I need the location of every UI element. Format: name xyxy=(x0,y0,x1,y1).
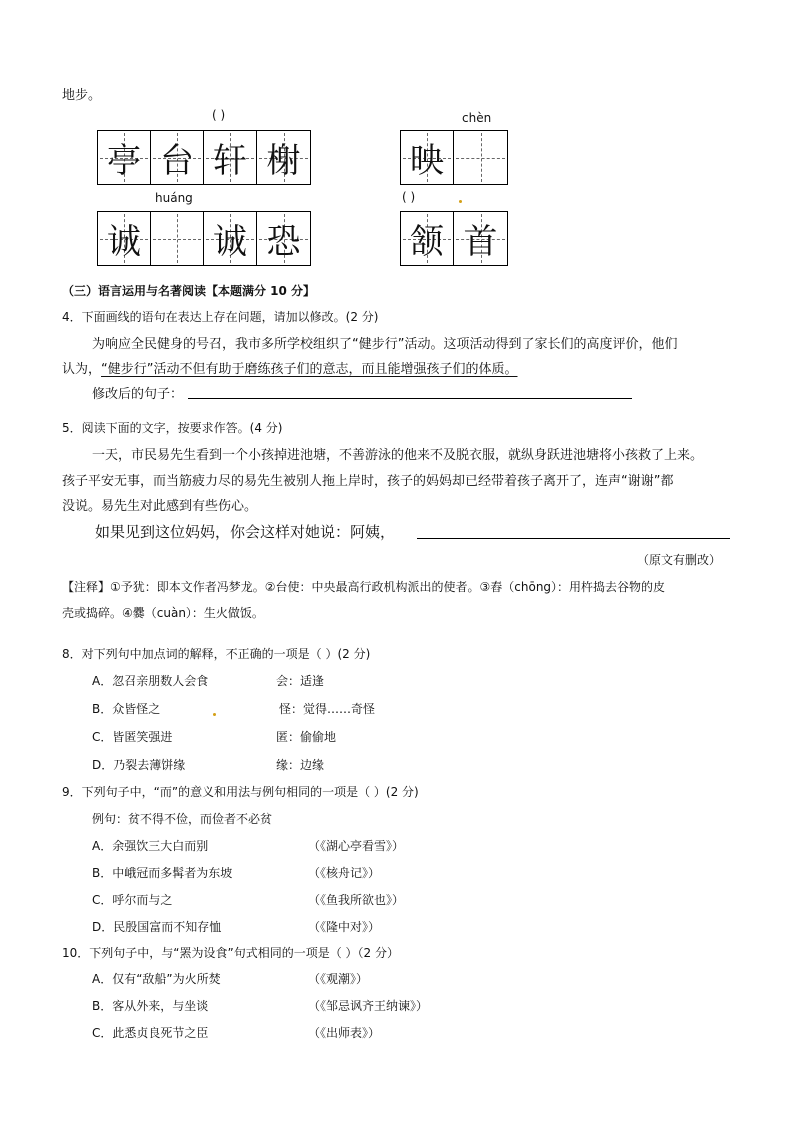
grid-cell: 首 xyxy=(454,212,507,265)
grid-cell xyxy=(454,131,507,184)
q4-line2: 认为，“健步行”活动不但有助于磨练孩子们的意志，而且能增强孩子们的体质。 xyxy=(62,362,518,377)
q8-gloss-d: 缘：边缘 xyxy=(276,758,325,772)
q10-option-a[interactable]: A．仅有“敌船”为火所焚 xyxy=(92,972,221,986)
q10-stem: 10．下列句子中，与“罴为设食”句式相同的一项是（ ）（2 分） xyxy=(62,946,399,960)
q5-prompt: 如果见到这位妈妈，你会这样对她说：阿姨， xyxy=(95,523,396,541)
q8-gloss-b: 怪：觉得……奇怪 xyxy=(279,702,376,716)
q8-gloss-c: 匿：偷偷地 xyxy=(276,730,337,744)
q8-gloss-a: 会：适逢 xyxy=(276,674,325,688)
grid-cell xyxy=(151,212,204,265)
q8-option-b[interactable]: B．众皆怪之 xyxy=(92,702,161,716)
q5-answer-line[interactable] xyxy=(417,538,730,539)
q10-source-c: （《出师表》） xyxy=(308,1026,381,1040)
grid-cell: 颔 xyxy=(401,212,454,265)
annotation-line2: 壳或捣碎。④爨（cuàn）：生火做饭。 xyxy=(62,606,264,620)
q9-option-b[interactable]: B．中峨冠而多髯者为东坡 xyxy=(92,866,233,880)
q5-line1: 一天，市民易先生看到一个小孩掉进池塘，不善游泳的他来不及脱衣服，就纵身跃进池塘将小孩救了上来。 xyxy=(92,448,704,463)
section-title: （三）语言运用与名著阅读【本题满分 10 分】 xyxy=(62,284,316,298)
annotation-line1: 【注释】①予犹：即本文作者冯梦龙。②台使：中央最高行政机构派出的使者。③舂（chōng）：用杵捣去谷物的皮 xyxy=(62,580,666,594)
grid-cell: 榭 xyxy=(257,131,310,184)
char-grid-4 xyxy=(400,211,508,266)
char-grid-3 xyxy=(97,211,311,266)
char-grid-1 xyxy=(97,130,311,185)
q9-source-d: （《隆中对》） xyxy=(308,920,381,934)
q10-source-b: （《邹忌讽齐王纳谏》） xyxy=(308,999,429,1013)
emphasis-dot xyxy=(459,200,462,203)
q10-option-b[interactable]: B．客从外来，与坐谈 xyxy=(92,999,209,1013)
q10-option-c[interactable]: C．此悉贞良死节之臣 xyxy=(92,1026,209,1040)
grid2-pinyin: chèn xyxy=(462,111,492,125)
q9-stem: 9．下列句子中，“而”的意义和用法与例句相同的一项是（ ）(2 分) xyxy=(62,785,419,799)
q10-source-a: （《观潮》） xyxy=(308,972,369,986)
grid-cell: 恐 xyxy=(257,212,310,265)
q9-source-a: （《湖心亭看雪》） xyxy=(308,839,405,853)
q4-line1: 为响应全民健身的号召，我市多所学校组织了“健步行”活动。这项活动得到了家长们的高度评价，他们 xyxy=(92,337,678,352)
q4-stem: 4．下面画线的语句在表达上存在问题，请加以修改。(2 分) xyxy=(62,310,379,324)
grid4-bracket: ( ) xyxy=(402,190,416,204)
q8-stem: 8．对下列句中加点词的解释，不正确的一项是（ ）(2 分) xyxy=(62,647,371,661)
q4-answer-line[interactable] xyxy=(188,398,632,399)
q4-answer-label: 修改后的句子： xyxy=(92,387,184,402)
top-fragment: 地步。 xyxy=(62,88,102,103)
source-note: （原文有删改） xyxy=(637,553,722,567)
emphasis-dot xyxy=(213,713,216,716)
q8-option-d[interactable]: D．乃裂去薄饼缘 xyxy=(92,758,186,772)
q9-option-c[interactable]: C．呼尔而与之 xyxy=(92,893,173,907)
grid-cell: 轩 xyxy=(204,131,257,184)
q5-stem: 5．阅读下面的文字，按要求作答。(4 分) xyxy=(62,421,283,435)
q5-line3: 没说。易先生对此感到有些伤心。 xyxy=(62,499,258,514)
grid1-bracket: ( ) xyxy=(212,108,226,122)
q9-source-b: （《核舟记》） xyxy=(308,866,381,880)
q9-source-c: （《鱼我所欲也》） xyxy=(308,893,405,907)
q8-option-c[interactable]: C．皆匿笑强进 xyxy=(92,730,173,744)
q5-line2: 孩子平安无事，而当筋疲力尽的易先生被别人拖上岸时，孩子的妈妈却已经带着孩子离开了，连声“谢谢”都 xyxy=(62,474,674,489)
grid-cell: 映 xyxy=(401,131,454,184)
grid-cell: 亭 xyxy=(98,131,151,184)
grid-cell: 台 xyxy=(151,131,204,184)
grid-cell: 诚 xyxy=(98,212,151,265)
grid3-pinyin: huáng xyxy=(155,191,193,205)
char-grid-2 xyxy=(400,130,508,185)
grid-cell: 诚 xyxy=(204,212,257,265)
q9-example: 例句：贫不得不俭，而俭者不必贫 xyxy=(92,812,273,826)
q8-option-a[interactable]: A．忽召亲朋数人会食 xyxy=(92,674,209,688)
q9-option-d[interactable]: D．民殷国富而不知存恤 xyxy=(92,920,222,934)
q9-option-a[interactable]: A．余强饮三大白而别 xyxy=(92,839,209,853)
